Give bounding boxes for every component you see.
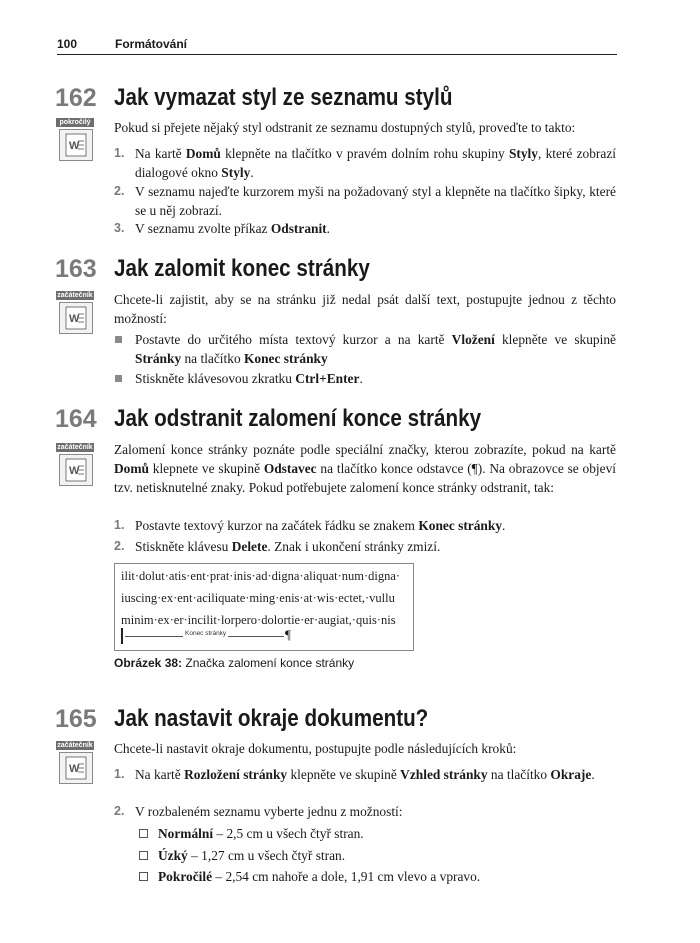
figure-caption: Obrázek 38: Značka zalomení konce stránky (114, 656, 355, 670)
option-advanced: Pokročilé – 2,54 cm nahoře a dole, 1,91 cm vlevo a vpravo. (138, 867, 616, 886)
level-badge-beginner (56, 741, 94, 783)
page-break-label: Konec stránky (185, 630, 227, 637)
option-normal: Normální – 2,5 cm u všech čtyř stran. (138, 824, 616, 843)
word-document-icon (59, 752, 93, 784)
section-title-163: Jak zalomit konec stránky (114, 255, 370, 282)
word-document-icon (59, 129, 93, 161)
checkbox-bullet-icon (139, 851, 148, 860)
step-165-2: 2. V rozbaleném seznamu vyberte jednu z možností: (114, 804, 403, 819)
level-badge-advanced (56, 118, 94, 160)
badge-label: pokročilý (56, 118, 94, 127)
step-162-1: 1. Na kartě Domů klepněte na tlačítko v pravém dolním rohu skupiny Styly, které zobrazí dialogové okno Styly. (114, 146, 616, 180)
svg-text:W: W (69, 140, 80, 152)
pilcrow-mark: ¶ (285, 627, 291, 642)
option-narrow: Úzký – 1,27 cm u všech čtyř stran. (138, 846, 616, 865)
section-number-164: 164 (55, 405, 97, 433)
step-164-2: 2. Stiskněte klávesu Delete. Znak i ukončení stránky zmizí. (114, 539, 441, 554)
section-number-163: 163 (55, 255, 97, 283)
word-document-icon (59, 454, 93, 486)
figure-text-line: minim·ex·er·incilit·lorpero·dolortie·er·augiat,·quis·nis (121, 613, 396, 627)
section-number-165: 165 (55, 705, 97, 733)
page-number: 100 (57, 37, 78, 51)
checkbox-bullet-icon (139, 872, 148, 881)
intro-164: Zalomení konce stránky poznáte podle speciální značky, kterou zobrazíte, pokud na kartě Domů klepnete ve skupině Odstavec na tlačítko konce odstavce (¶). Na obrazovce se objeví tzv. netisknutelné znaky. Pokud potřebujete zalomení konce stránky odstranit, tak: (114, 442, 616, 495)
svg-text:W: W (69, 465, 80, 477)
bullet-163-1: Postavte do určitého místa textový kurzor a na kartě Vložení klepněte ve skupině Stránky na tlačítko Konec stránky (114, 330, 616, 368)
section-number-162: 162 (55, 84, 97, 112)
section-title-164: Jak odstranit zalomení konce stránky (114, 405, 482, 432)
badge-label: začátečník (57, 444, 93, 451)
figure-page-break (114, 563, 414, 651)
checkbox-bullet-icon (139, 829, 148, 838)
badge-label: začátečník (57, 292, 93, 299)
section-title-165: Jak nastavit okraje dokumentu? (114, 705, 429, 732)
level-badge-beginner (56, 291, 94, 333)
figure-text-line: ilit·dolut·atis·ent·prat·inis·ad·digna·aliquat·num·digna· (121, 569, 401, 583)
step-164-1: 1. Postavte textový kurzor na začátek řádku se znakem Konec stránky. (114, 518, 506, 533)
badge-label: začátečník (57, 742, 93, 749)
bullet-square-icon (115, 375, 122, 382)
chapter-title: Formátování (115, 37, 188, 51)
step-162-3: 3. V seznamu zvolte příkaz Odstranit. (114, 221, 331, 236)
section-title-162: Jak vymazat styl ze seznamu stylů (114, 84, 453, 111)
step-165-1: 1. Na kartě Rozložení stránky klepněte ve skupině Vzhled stránky na tlačítko Okraje. (114, 767, 595, 782)
text-cursor (121, 628, 123, 644)
page-header (57, 38, 617, 55)
intro-165: Chcete-li nastavit okraje dokumentu, postupujte podle následujících kroků: (114, 741, 517, 756)
word-document-icon (59, 302, 93, 334)
bullet-163-2: Stiskněte klávesovou zkratku Ctrl+Enter. (114, 369, 616, 388)
svg-text:W: W (69, 313, 80, 325)
intro-163: Chcete-li zajistit, aby se na stránku již nedal psát další text, postupujte jednou z těchto možností: (114, 292, 616, 326)
step-162-2: 2. V seznamu najeďte kurzorem myši na požadovaný styl a klepněte na tlačítko šipky, které se u něj zobrazí. (114, 184, 616, 218)
bullet-square-icon (115, 336, 122, 343)
level-badge-beginner (56, 443, 94, 485)
svg-text:W: W (69, 763, 80, 775)
intro-162: Pokud si přejete nějaký styl odstranit ze seznamu dostupných stylů, proveďte to takto: (114, 120, 576, 135)
figure-text-line: iuscing·ex·ent·aciliquate·ming·enis·at·wis·ectet,·vullu (121, 591, 395, 605)
